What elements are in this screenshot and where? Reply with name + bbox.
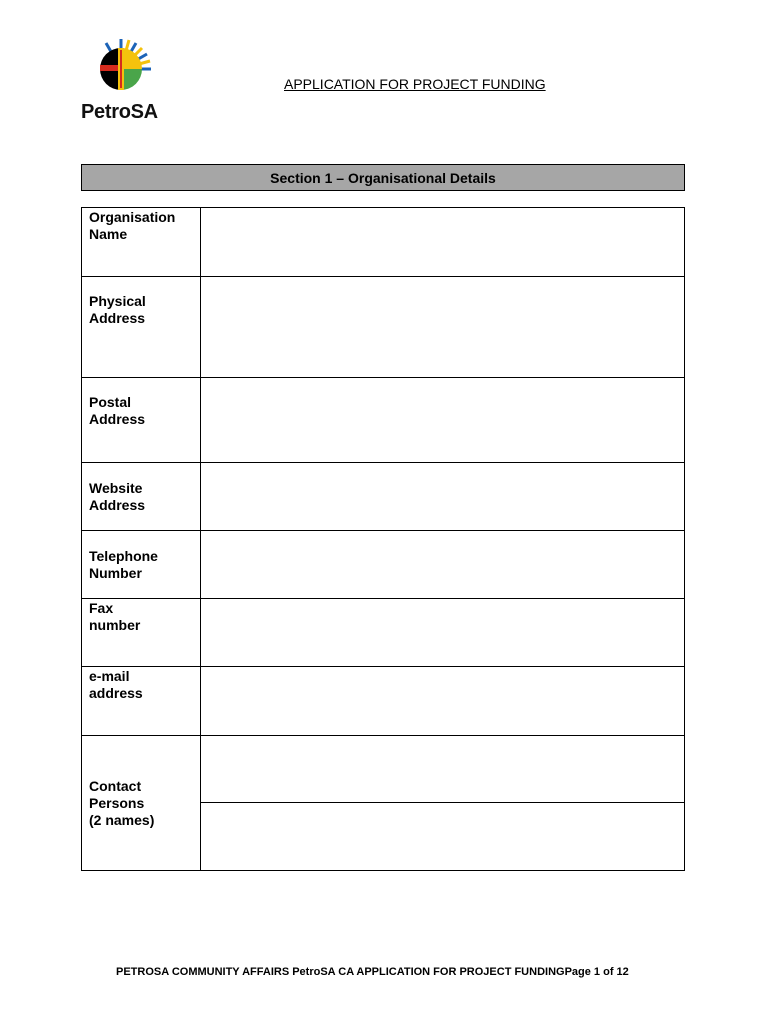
contact-persons-label: Contact Persons (2 names)	[82, 736, 201, 871]
row-fax-number	[82, 599, 685, 667]
logo-wordmark: PetroSA	[81, 101, 158, 123]
section-heading: Section 1 – Organisational Details	[81, 164, 685, 191]
row-organisation-name	[82, 208, 685, 277]
fax-number-field[interactable]	[201, 599, 685, 667]
website-address-field[interactable]	[201, 463, 685, 531]
telephone-number-field[interactable]	[201, 531, 685, 599]
petrosa-sunburst-icon	[90, 38, 152, 100]
row-telephone-number	[82, 531, 685, 599]
organisation-name-label: Organisation Name	[82, 208, 201, 277]
postal-address-field[interactable]	[201, 378, 685, 463]
organisation-name-field[interactable]	[201, 208, 685, 277]
row-postal-address	[82, 378, 685, 463]
fax-number-label: Fax number	[82, 599, 201, 667]
physical-address-field[interactable]	[201, 277, 685, 378]
email-address-field[interactable]	[201, 667, 685, 736]
row-email-address	[82, 667, 685, 736]
physical-address-label: Physical Address	[82, 277, 201, 378]
contact-person-2-field[interactable]	[201, 803, 685, 871]
petrosa-logo	[80, 38, 170, 124]
row-website-address	[82, 463, 685, 531]
page-footer: PETROSA COMMUNITY AFFAIRS PetroSA CA APPLICATION FOR PROJECT FUNDINGPage 1 of 12	[116, 966, 629, 978]
website-address-label: Website Address	[82, 463, 201, 531]
row-physical-address	[82, 277, 685, 378]
email-address-label: e-mail address	[82, 667, 201, 736]
document-title: APPLICATION FOR PROJECT FUNDING	[284, 76, 546, 92]
contact-person-1-field[interactable]	[201, 736, 685, 803]
telephone-number-label: Telephone Number	[82, 531, 201, 599]
organisational-details-table	[81, 207, 685, 871]
row-contact-person-1	[82, 736, 685, 803]
postal-address-label: Postal Address	[82, 378, 201, 463]
